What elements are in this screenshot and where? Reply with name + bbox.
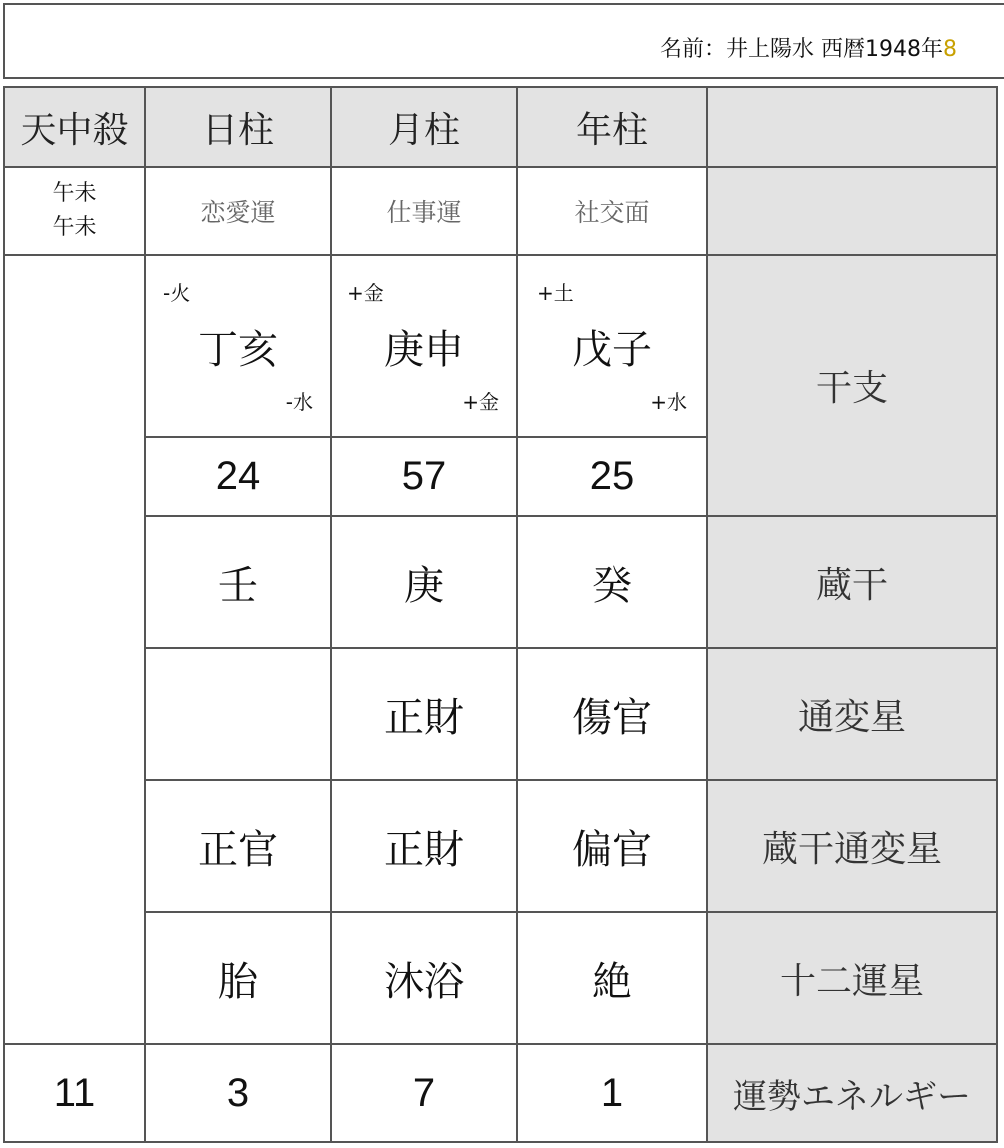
kanshi-year-cell [517, 255, 707, 437]
person-header [660, 32, 957, 63]
grid-bottom [3, 1141, 998, 1143]
grid-h-header [3, 166, 998, 168]
year-branch-element: +水 [650, 390, 687, 414]
year-tsuhensei: 傷官 [572, 694, 652, 741]
year-theme: 社交面 [574, 198, 650, 227]
grid-right [996, 86, 998, 1143]
tenchusatsu-line-2: 午未 [52, 215, 97, 240]
label-zokan: 蔵干 [815, 564, 888, 606]
grid-v2 [330, 86, 332, 1143]
year-zokan-tsuhensei: 偏官 [572, 826, 652, 873]
month-energy: 7 [412, 1070, 436, 1115]
year-kanshi: 戊子 [572, 326, 652, 373]
day-tsuhensei [145, 648, 331, 780]
year-stem-element: +土 [537, 281, 574, 305]
year-number: 25 [589, 454, 635, 498]
name-and-year: 名前：井上陽水 西暦1948年 [660, 37, 943, 62]
grid-h-kanshi [144, 436, 708, 438]
col-header-year: 年柱 [575, 109, 648, 151]
kanshi-month-cell [331, 255, 517, 437]
year-energy: 1 [600, 1070, 624, 1115]
label-kanshi: 干支 [815, 368, 888, 409]
month-zokan: 庚 [404, 562, 444, 609]
grid-left [3, 86, 5, 1143]
label-zokan-tsuhensei: 蔵干通変星 [761, 828, 942, 870]
grid-h-tsuhensei [144, 779, 998, 781]
grid-h-zokan [144, 647, 998, 649]
tenchusatsu-value [4, 167, 145, 255]
day-zokan-tsuhensei: 正官 [198, 826, 278, 873]
grid-v4 [706, 86, 708, 1143]
day-theme: 恋愛運 [200, 198, 276, 227]
col-header-day: 日柱 [201, 109, 274, 151]
month-juni-unsei: 沐浴 [384, 958, 464, 1005]
month-kanshi: 庚申 [384, 326, 464, 373]
tenchusatsu-line-1: 午未 [52, 181, 97, 206]
grid-v1 [144, 86, 146, 1143]
grid-top [3, 86, 998, 88]
kanshi-day-cell [145, 255, 331, 437]
header-box [3, 3, 1004, 79]
label-energy: 運勢エネルギー [733, 1076, 971, 1117]
label-tsuhensei: 通変星 [797, 696, 906, 738]
day-stem-element: -火 [163, 281, 191, 305]
day-kanshi: 丁亥 [198, 326, 278, 373]
month-number: 57 [401, 454, 447, 498]
col-header-month: 月柱 [387, 109, 460, 151]
month-stem-element: +金 [347, 281, 384, 305]
grid-v3 [516, 86, 518, 1143]
grid-h-number [144, 515, 998, 517]
day-juni-unsei: 胎 [218, 958, 258, 1005]
month-zokan-tsuhensei: 正財 [384, 826, 464, 873]
year-juni-unsei: 絶 [592, 958, 632, 1005]
grid-h-sub [3, 254, 998, 256]
col-header-tenchusatsu: 天中殺 [20, 109, 129, 151]
label-juni-unsei: 十二運星 [779, 960, 924, 1002]
day-number: 24 [215, 454, 261, 498]
month-branch-element: +金 [462, 390, 499, 414]
grid-h-zokan-tsuhensei [144, 911, 998, 913]
day-energy: 3 [226, 1070, 250, 1115]
month-tsuhensei: 正財 [384, 694, 464, 741]
tenchusatsu-energy: 11 [53, 1070, 96, 1115]
day-branch-element: -水 [285, 390, 313, 414]
day-zokan: 壬 [218, 562, 258, 609]
grid-h-energy [3, 1043, 998, 1045]
month-theme: 仕事運 [386, 198, 462, 227]
year-zokan: 癸 [592, 562, 632, 609]
cut-off-glyph: 8 [942, 37, 957, 62]
